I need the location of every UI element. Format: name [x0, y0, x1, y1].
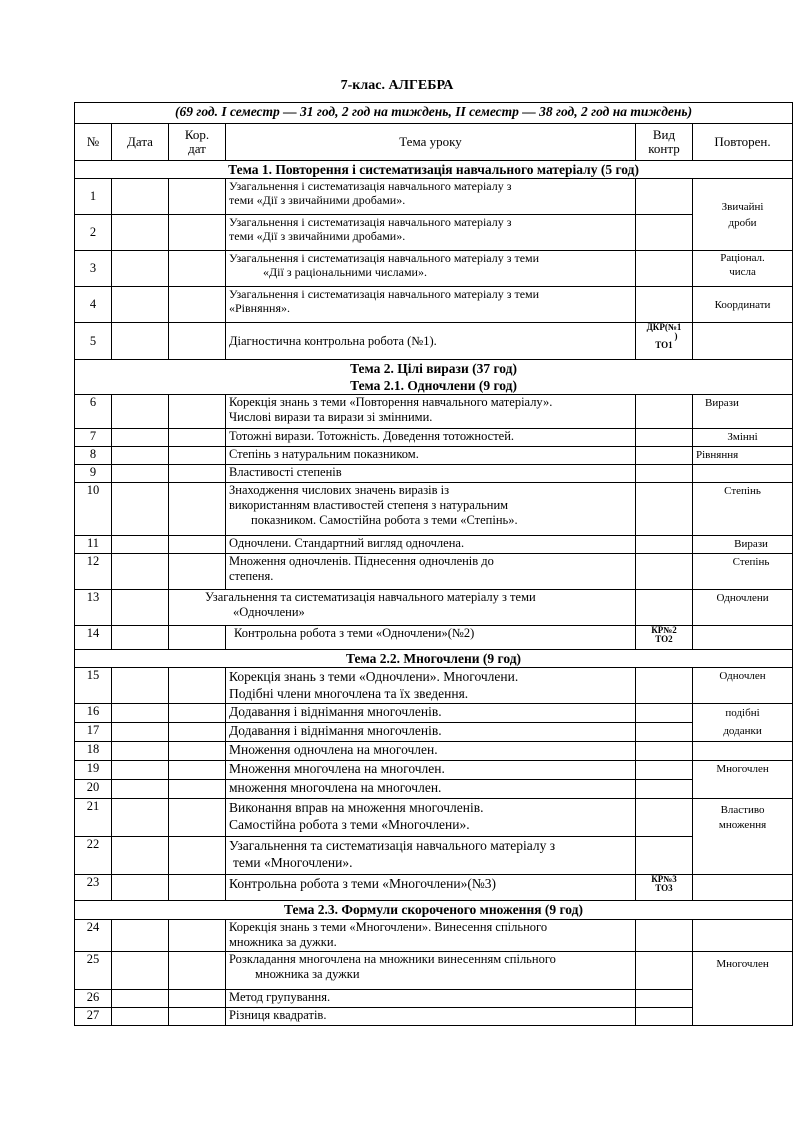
- lesson-topic: Узагальнення та систематизація навчального матеріалу з теми «Многочлени».: [226, 837, 636, 875]
- date-cell: [112, 465, 169, 483]
- control-cell: [636, 920, 693, 952]
- repeat-cell: Координати: [693, 287, 793, 323]
- cor-date-cell: [169, 483, 226, 536]
- cor-date-cell: [169, 1008, 226, 1026]
- table-row: [75, 465, 793, 483]
- table-row: [75, 761, 793, 780]
- table-row: [75, 704, 793, 723]
- cor-date-cell: [169, 990, 226, 1008]
- lesson-number: 27: [75, 1008, 112, 1026]
- date-cell: [112, 875, 169, 901]
- control-cell: [636, 668, 693, 704]
- table-row: [75, 837, 793, 875]
- lesson-number: 2: [75, 215, 112, 251]
- lesson-topic: Додавання і віднімання многочленів.: [226, 723, 636, 742]
- lesson-number: 8: [75, 447, 112, 465]
- lesson-topic: Контрольна робота з теми «Одночлени»(№2): [226, 626, 636, 650]
- repeat-cell: Вирази: [693, 536, 793, 554]
- repeat-cell: Степінь: [693, 483, 793, 536]
- date-cell: [112, 483, 169, 536]
- section-heading: Тема 2. Цілі вирази (37 год) Тема 2.1. Одночлени (9 год): [75, 360, 793, 395]
- date-cell: [112, 554, 169, 590]
- lesson-number: 22: [75, 837, 112, 875]
- cor-date-cell: [169, 837, 226, 875]
- document-title: 7-клас. АЛГЕБРА: [340, 78, 454, 93]
- repeat-cell: [693, 920, 793, 952]
- lesson-topic: Узагальнення і систематизація навчального матеріалу з теми «Дії з раціональними числами».: [226, 251, 636, 287]
- control-cell: [636, 251, 693, 287]
- section-heading-row: [75, 360, 793, 395]
- lesson-topic: Контрольна робота з теми «Многочлени»(№3): [226, 875, 636, 901]
- table-row: [75, 990, 793, 1008]
- control-cell: [636, 215, 693, 251]
- repeat-cell: [693, 742, 793, 761]
- cor-date-cell: [169, 447, 226, 465]
- cor-date-cell: [169, 251, 226, 287]
- cor-date-cell: [169, 875, 226, 901]
- hours-subtitle: (69 год. І семестр — 31 год, 2 год на тиждень, ІІ семестр — 38 год, 2 год на тиждень): [75, 103, 793, 124]
- repeat-cell: Одночлени: [693, 590, 793, 626]
- control-type: ДКР(№1 ) ТО1: [636, 323, 693, 360]
- lesson-topic: Узагальнення і систематизація навчального матеріалу з теми «Рівняння».: [226, 287, 636, 323]
- lesson-topic: Корекція знань з теми «Одночлени». Многочлени. Подібні члени многочлена та їх зведення.: [226, 668, 636, 704]
- lesson-number: 24: [75, 920, 112, 952]
- control-cell: [636, 704, 693, 723]
- cor-date-cell: [169, 723, 226, 742]
- repeat-cell: Звичайні дроби: [693, 179, 793, 251]
- repeat-cell: [693, 875, 793, 901]
- lesson-topic: Знаходження числових значень виразів із використанням властивостей степеня з натуральним показником. Самостійна робота з теми «Степінь».: [226, 483, 636, 536]
- date-cell: [112, 723, 169, 742]
- cor-date-cell: [169, 780, 226, 799]
- lesson-topic: Узагальнення та систематизація навчального матеріалу з теми «Одночлени»: [169, 590, 636, 626]
- repeat-cell: Вирази: [693, 395, 793, 429]
- control-cell: [636, 761, 693, 780]
- lesson-number: 19: [75, 761, 112, 780]
- table-row: [75, 251, 793, 287]
- date-cell: [112, 742, 169, 761]
- lesson-number: 26: [75, 990, 112, 1008]
- lesson-number: 25: [75, 952, 112, 990]
- lesson-topic: Додавання і віднімання многочленів.: [226, 704, 636, 723]
- lesson-topic: Степінь з натуральним показником.: [226, 447, 636, 465]
- lesson-topic: Множення одночлена на многочлен.: [226, 742, 636, 761]
- date-cell: [112, 179, 169, 215]
- header-num: №: [75, 124, 112, 161]
- table-row: [75, 875, 793, 901]
- cor-date-cell: [169, 799, 226, 837]
- lesson-topic: Тотожні вирази. Тотожність. Доведення тотожностей.: [226, 429, 636, 447]
- control-cell: [636, 590, 693, 626]
- lesson-number: 3: [75, 251, 112, 287]
- table-row: [75, 1008, 793, 1026]
- control-cell: [636, 952, 693, 990]
- cor-date-cell: [169, 761, 226, 780]
- table-row: [75, 483, 793, 536]
- control-cell: [636, 1008, 693, 1026]
- date-cell: [112, 626, 169, 650]
- repeat-cell: Властиво множення: [693, 799, 793, 875]
- cor-date-cell: [169, 554, 226, 590]
- date-cell: [112, 837, 169, 875]
- table-row: [75, 395, 793, 429]
- header-topic: Тема уроку: [226, 124, 636, 161]
- control-cell: [636, 447, 693, 465]
- cor-date-cell: [169, 920, 226, 952]
- date-cell: [112, 323, 169, 360]
- repeat-cell: Одночлен: [693, 668, 793, 704]
- table-row: [75, 447, 793, 465]
- lesson-topic: Розкладання многочлена на множники винесенням спільного множника за дужки: [226, 952, 636, 990]
- repeat-cell: [693, 626, 793, 650]
- control-cell: [636, 990, 693, 1008]
- date-cell: [112, 447, 169, 465]
- section-heading: Тема 2.3. Формули скороченого множення (9 год): [75, 901, 793, 920]
- lesson-number: 6: [75, 395, 112, 429]
- lesson-number: 15: [75, 668, 112, 704]
- cor-date-cell: [169, 465, 226, 483]
- control-cell: [636, 287, 693, 323]
- table-row: [75, 952, 793, 990]
- control-cell: [636, 742, 693, 761]
- control-cell: [636, 554, 693, 590]
- date-cell: [112, 780, 169, 799]
- table-row: [75, 723, 793, 742]
- lesson-topic: Метод групування.: [226, 990, 636, 1008]
- lesson-topic: Корекція знань з теми «Многочлени». Винесення спільного множника за дужки.: [226, 920, 636, 952]
- lesson-number: 16: [75, 704, 112, 723]
- repeat-cell: Многочлен: [693, 761, 793, 799]
- control-cell: [636, 483, 693, 536]
- lesson-topic: множення многочлена на многочлен.: [226, 780, 636, 799]
- section-heading: Тема 2.2. Многочлени (9 год): [75, 650, 793, 668]
- table-row: [75, 920, 793, 952]
- table-row: [75, 554, 793, 590]
- cor-date-cell: [169, 742, 226, 761]
- lesson-number: 11: [75, 536, 112, 554]
- lesson-number: 12: [75, 554, 112, 590]
- date-cell: [112, 287, 169, 323]
- lesson-number: 7: [75, 429, 112, 447]
- section-heading: Тема 1. Повторення і систематизація навчального матеріалу (5 год): [75, 161, 793, 179]
- lesson-topic: Різниця квадратів.: [226, 1008, 636, 1026]
- lesson-topic: Діагностична контрольна робота (№1).: [226, 323, 636, 360]
- lesson-topic: Узагальнення і систематизація навчального матеріалу з теми «Дії з звичайними дробами».: [226, 215, 636, 251]
- header-cor-date: Кор. дат: [169, 124, 226, 161]
- lesson-number: 10: [75, 483, 112, 536]
- lesson-number: 4: [75, 287, 112, 323]
- table-row: [75, 429, 793, 447]
- control-type: КР№3 ТО3: [636, 875, 693, 901]
- cor-date-cell: [169, 626, 226, 650]
- lesson-number: 17: [75, 723, 112, 742]
- date-cell: [112, 952, 169, 990]
- cor-date-cell: [169, 952, 226, 990]
- table-row: [75, 323, 793, 360]
- table-row: [75, 287, 793, 323]
- table-row: [75, 668, 793, 704]
- repeat-cell: [693, 323, 793, 360]
- cor-date-cell: [169, 395, 226, 429]
- control-type: КР№2 ТО2: [636, 626, 693, 650]
- control-cell: [636, 799, 693, 837]
- lesson-plan-table: [74, 102, 793, 1026]
- lesson-number: 23: [75, 875, 112, 901]
- lesson-number: 18: [75, 742, 112, 761]
- control-cell: [636, 536, 693, 554]
- repeat-cell: [693, 465, 793, 483]
- date-cell: [112, 215, 169, 251]
- header-control: Вид контр: [636, 124, 693, 161]
- header-repeat: Повторен.: [693, 124, 793, 161]
- repeat-cell: Рівняння: [693, 447, 793, 465]
- date-cell: [112, 704, 169, 723]
- table-row: [75, 179, 793, 215]
- lesson-number: 14: [75, 626, 112, 650]
- date-cell: [112, 761, 169, 780]
- header-date: Дата: [112, 124, 169, 161]
- control-cell: [636, 723, 693, 742]
- control-cell: [636, 395, 693, 429]
- date-cell: [112, 920, 169, 952]
- table-row: [75, 590, 793, 626]
- table-row: [75, 742, 793, 761]
- lesson-number: 5: [75, 323, 112, 360]
- date-cell: [112, 590, 169, 626]
- cor-date-cell: [169, 704, 226, 723]
- date-cell: [112, 1008, 169, 1026]
- lesson-topic: Одночлени. Стандартний вигляд одночлена.: [226, 536, 636, 554]
- cor-date-cell: [169, 215, 226, 251]
- cor-date-cell: [169, 536, 226, 554]
- control-cell: [636, 837, 693, 875]
- cor-date-cell: [169, 668, 226, 704]
- table-row: [75, 626, 793, 650]
- lesson-topic: Властивості степенів: [226, 465, 636, 483]
- lesson-number: 9: [75, 465, 112, 483]
- lesson-number: 1: [75, 179, 112, 215]
- table-row: [75, 799, 793, 837]
- control-cell: [636, 429, 693, 447]
- lesson-topic: Виконання вправ на множення многочленів. Самостійна робота з теми «Многочлени».: [226, 799, 636, 837]
- lesson-topic: Узагальнення і систематизація навчального матеріалу з теми «Дії з звичайними дробами».: [226, 179, 636, 215]
- date-cell: [112, 429, 169, 447]
- table-row: [75, 536, 793, 554]
- lesson-topic: Множення многочлена на многочлен.: [226, 761, 636, 780]
- cor-date-cell: [169, 323, 226, 360]
- header-row: [75, 124, 793, 161]
- lesson-topic: Корекція знань з теми «Повторення навчального матеріалу». Числові вирази та вирази зі змінними.: [226, 395, 636, 429]
- date-cell: [112, 536, 169, 554]
- cor-date-cell: [169, 179, 226, 215]
- lesson-topic: Множення одночленів. Піднесення одночленів до степеня.: [226, 554, 636, 590]
- control-cell: [636, 780, 693, 799]
- date-cell: [112, 668, 169, 704]
- date-cell: [112, 395, 169, 429]
- cor-date-cell: [169, 287, 226, 323]
- cor-date-cell: [169, 429, 226, 447]
- lesson-number: 20: [75, 780, 112, 799]
- repeat-cell: Степінь: [693, 554, 793, 590]
- repeat-cell: подібні доданки: [693, 704, 793, 742]
- control-cell: [636, 179, 693, 215]
- table-row: [75, 780, 793, 799]
- lesson-number: 13: [75, 590, 112, 626]
- control-cell: [636, 465, 693, 483]
- lesson-number: 21: [75, 799, 112, 837]
- date-cell: [112, 251, 169, 287]
- table-row: [75, 215, 793, 251]
- repeat-cell: Змінні: [693, 429, 793, 447]
- repeat-cell: Многочлен: [693, 952, 793, 1026]
- date-cell: [112, 990, 169, 1008]
- date-cell: [112, 799, 169, 837]
- repeat-cell: Раціонал. числа: [693, 251, 793, 287]
